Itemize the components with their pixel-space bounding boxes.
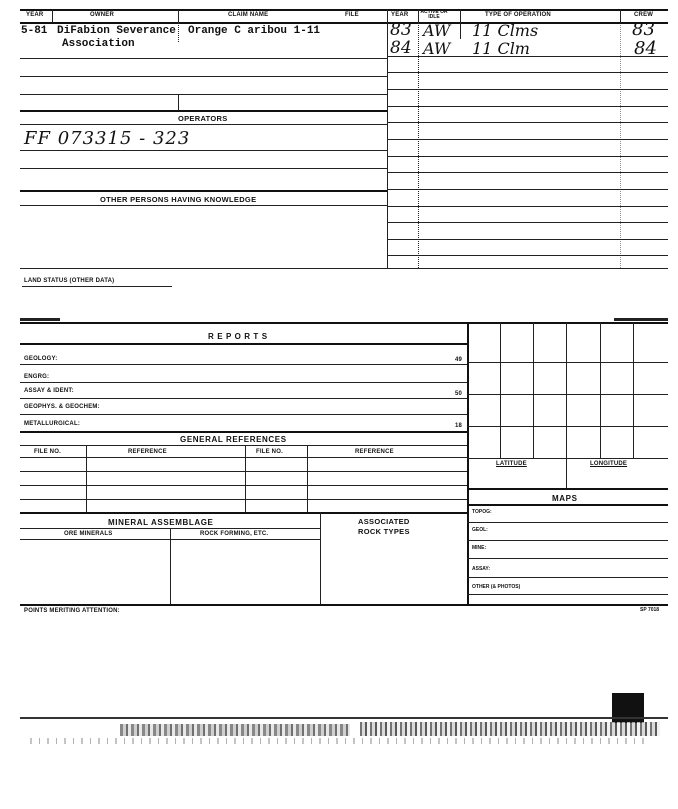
mineral-assemblage-title: MINERAL ASSEMBLAGE <box>108 518 214 527</box>
rule-line <box>387 56 668 57</box>
owner-year: 5-81 <box>21 25 48 37</box>
col-divider <box>178 22 179 42</box>
op-status: AW <box>423 21 451 40</box>
scan-noise <box>30 738 650 744</box>
rule-line <box>20 485 467 486</box>
rule-line <box>20 110 387 112</box>
header-bottom-border <box>20 22 668 24</box>
rule-line <box>20 76 387 77</box>
grid-line <box>467 458 668 459</box>
rule-line <box>20 398 467 399</box>
grid-line <box>467 488 668 490</box>
rule-line <box>387 156 668 157</box>
col-divider <box>245 445 246 512</box>
grid-line <box>566 322 567 458</box>
rule-line <box>467 504 668 506</box>
report-metallurgical: METALLURGICAL: <box>24 421 81 427</box>
land-status-label: LAND STATUS (OTHER DATA) <box>24 278 115 284</box>
grid-line <box>633 322 634 458</box>
rock-forming-label: ROCK FORMING, ETC. <box>200 531 269 537</box>
ref-col-file-no-2: FILE NO. <box>256 449 283 455</box>
col-divider <box>178 9 179 22</box>
rule-line <box>20 414 467 415</box>
rock-types-label: ROCK TYPES <box>358 527 410 536</box>
rule-line <box>20 431 467 433</box>
header-claim-name: CLAIM NAME <box>228 12 269 18</box>
rule-line <box>20 457 467 458</box>
op-crew: 84 <box>634 38 657 59</box>
rule-line <box>387 106 668 107</box>
header-active-idle: ACTIVE OR IDLE <box>420 9 448 20</box>
rule-line <box>387 206 668 207</box>
scan-mark <box>614 318 668 321</box>
grid-line <box>533 322 534 458</box>
scan-noise <box>120 724 350 736</box>
claim-name-value: Orange C aribou 1-11 <box>188 25 321 37</box>
ref-col-file-no: FILE NO. <box>34 449 61 455</box>
rule-line <box>467 577 668 578</box>
rule-line <box>387 189 668 190</box>
owner-name-line1: DiFabion Severance <box>57 25 176 37</box>
ref-col-reference-2: REFERENCE <box>355 449 394 455</box>
points-label: POINTS MERITING ATTENTION: <box>24 608 120 614</box>
operators-label: OPERATORS <box>178 114 228 123</box>
grid-line <box>467 394 668 395</box>
col-divider <box>320 512 321 604</box>
longitude-label: LONGITUDE <box>590 461 628 467</box>
rule-line <box>387 139 668 140</box>
reports-top-border <box>20 322 668 324</box>
report-metallurgical-num: 18 <box>455 423 463 429</box>
rule-line <box>20 168 387 169</box>
rule-line <box>20 512 467 514</box>
op-type: 11 Clm <box>472 39 530 58</box>
rule-line <box>467 594 668 595</box>
header-year-right: YEAR <box>391 12 409 18</box>
rule-line <box>20 58 387 59</box>
rule-line <box>467 558 668 559</box>
owner-name-line2: Association <box>62 38 135 50</box>
reports-right-border <box>467 322 469 604</box>
grid-line <box>467 426 668 427</box>
top-border <box>20 9 668 11</box>
col-divider <box>418 22 419 268</box>
rule-line <box>467 540 668 541</box>
rule-line <box>20 268 668 269</box>
general-references-title: GENERAL REFERENCES <box>180 435 287 444</box>
report-geology-num: 49 <box>455 357 463 363</box>
col-divider <box>460 9 461 39</box>
header-type-of-operation: TYPE OF OPERATION <box>485 12 551 18</box>
report-assay-num: 50 <box>455 391 463 397</box>
col-divider <box>170 528 171 604</box>
maps-geol: GEOL: <box>472 527 488 533</box>
associated-label: ASSOCIATED <box>358 517 410 526</box>
rule-line <box>387 122 668 123</box>
header-year: YEAR <box>26 12 44 18</box>
op-year: 83 <box>390 20 412 40</box>
rule-line <box>20 604 668 606</box>
col-divider <box>52 9 53 22</box>
rule-line <box>20 94 387 95</box>
maps-other: OTHER (& PHOTOS) <box>472 584 521 590</box>
rule-line <box>387 222 668 223</box>
maps-assay: ASSAY: <box>472 566 491 572</box>
grid-line <box>467 362 668 363</box>
op-type: 11 Clms <box>472 21 539 40</box>
reports-title: R E P O R T S <box>208 332 268 341</box>
col-divider <box>86 445 87 512</box>
rule-line <box>20 364 467 365</box>
other-persons-label: OTHER PERSONS HAVING KNOWLEDGE <box>100 195 257 204</box>
grid-line <box>500 322 501 458</box>
header-crew: CREW <box>634 12 654 18</box>
rule-line <box>20 471 467 472</box>
col-divider <box>620 22 621 268</box>
report-geology: GEOLOGY: <box>24 356 58 362</box>
report-engrg: ENGRG: <box>24 374 50 380</box>
op-year: 84 <box>390 38 412 58</box>
rule-line <box>387 172 668 173</box>
rule-line <box>387 255 668 256</box>
grid-line <box>566 458 567 488</box>
ref-col-reference: REFERENCE <box>128 449 167 455</box>
rule-line <box>20 190 387 192</box>
maps-mine: MINE: <box>472 545 487 551</box>
op-crew: 83 <box>632 19 655 40</box>
op-status: AW <box>423 39 451 58</box>
col-divider <box>307 445 308 512</box>
operators-entry: FF 073315 - 323 <box>24 128 191 149</box>
rule-line <box>387 239 668 240</box>
rule-line <box>467 522 668 523</box>
report-geophys: GEOPHYS. & GEOCHEM: <box>24 404 100 410</box>
maps-topog: TOPOG: <box>472 509 492 515</box>
rule-line <box>20 150 387 151</box>
scan-mark <box>20 318 60 321</box>
scan-noise <box>360 722 660 736</box>
col-divider <box>418 9 419 22</box>
col-divider <box>178 95 179 110</box>
header-file: FILE <box>345 12 359 18</box>
maps-title: MAPS <box>552 494 578 503</box>
land-status-underline <box>22 286 172 287</box>
rule-line <box>387 72 668 73</box>
ore-minerals-label: ORE MINERALS <box>64 531 113 537</box>
rule-line <box>20 382 467 383</box>
header-owner: OWNER <box>90 12 114 18</box>
form-number: SP 7018 <box>640 607 660 613</box>
grid-line <box>600 322 601 458</box>
rule-line <box>20 445 467 446</box>
latitude-label: LATITUDE <box>496 461 527 467</box>
report-assay: ASSAY & IDENT: <box>24 388 74 394</box>
scan-line <box>20 717 668 719</box>
col-divider <box>620 9 621 22</box>
rule-line <box>20 499 467 500</box>
rule-line <box>387 89 668 90</box>
rule-line <box>20 124 387 125</box>
rule-line <box>20 205 387 206</box>
rule-line <box>20 343 467 345</box>
